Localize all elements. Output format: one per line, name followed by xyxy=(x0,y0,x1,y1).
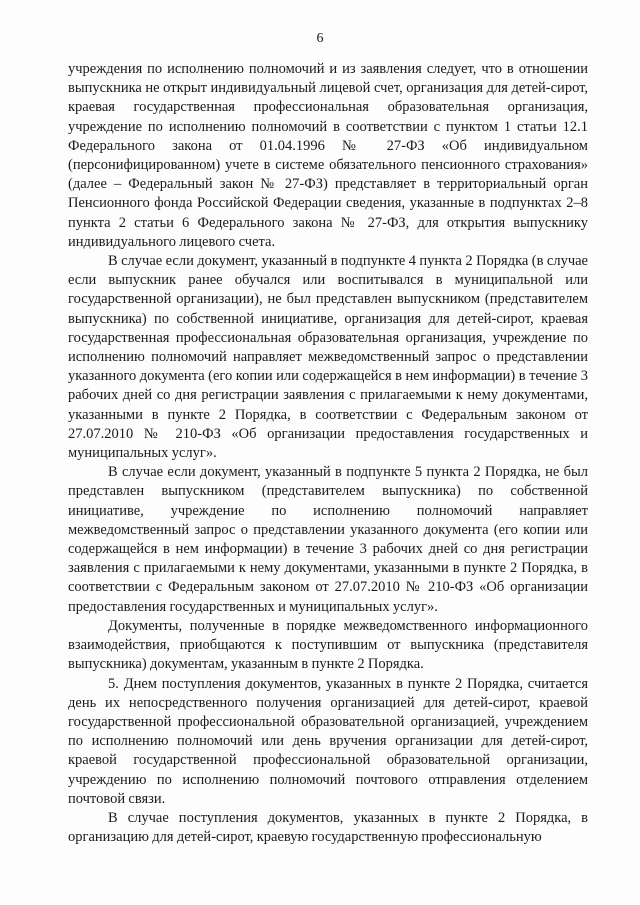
paragraph: В случае поступления документов, указанных в пункте 2 Порядка, в организацию для детей-сирот, краевую государственную профессиональную xyxy=(68,809,588,846)
paragraph: В случае если документ, указанный в подпункте 5 пункта 2 Порядка, не был представлен выпускником (представителем выпускника) по собственной инициативе, учреждение по исполнению полномочий направляет межведомственный запрос о представлении указанного документа (его копии или содержащейся в нем информации) в течение 3 рабочих дней со дня регистрации заявления с прилагаемыми к нему документами, указанными в пункте 2 Порядка, в соответствии с Федеральным законом от 27.07.2010 № 210-ФЗ «Об организации предоставления государственных и муниципальных услуг». xyxy=(68,464,588,615)
page-number: 6 xyxy=(316,31,324,46)
paragraph: В случае если документ, указанный в подпункте 4 пункта 2 Порядка (в случае если выпускник ранее обучался или воспитывался в муниципальной или государственной организации), не был представлен выпускником (представителем выпускника) по собственной инициативе, организация для детей-сирот, краевая государственная профессиональная образовательная организация, учреждение по исполнению полномочий направляет межведомственный запрос о представлении указанного документа (его копии или содержащейся в нем информации) в течение 3 рабочих дней со дня регистрации заявления с прилагаемыми к нему документами, указанными в пункте 2 Порядка, в соответствии с Федеральным законом от 27.07.2010 № 210-ФЗ «Об организации предоставления государственных и муниципальных услуг». xyxy=(68,253,588,462)
paragraph: Документы, полученные в порядке межведомственного информационного взаимодействия, приобщаются к поступившим от выпускника (представителя выпускника) документам, указанным в пункте 2 Порядка. xyxy=(68,617,588,673)
document-body xyxy=(68,60,588,847)
paragraph-continuation: учреждения по исполнению полномочий и из заявления следует, что в отношении выпускника не открыт индивидуальный лицевой счет, организация для детей-сирот, краевая государственная профессиональная образовательная организация, учреждение по исполнению полномочий в соответствии с пунктом 1 статьи 12.1 Федерального закона от 01.04.1996 № 27-ФЗ «Об индивидуальном (персонифицированном) учете в системе обязательного пенсионного страхования» (далее – Федеральный закон № 27-ФЗ) представляет в территориальный орган Пенсионного фонда Российской Федерации сведения, указанные в подпунктах 2–8 пункта 2 статьи 6 Федерального закона № 27-ФЗ, для открытия выпускнику индивидуального лицевого счета. xyxy=(68,61,588,250)
paragraph-item-5: 5. Днем поступления документов, указанных в пункте 2 Порядка, считается день их непосредственного получения организацией для детей-сирот, краевой государственной профессиональной образовательной организацией, учреждением по исполнению полномочий или день вручения организации для детей-сирот, краевой государственной профессиональной образовательной организации, учреждению по исполнению полномочий почтового отправления отделением почтовой связи. xyxy=(68,675,588,807)
